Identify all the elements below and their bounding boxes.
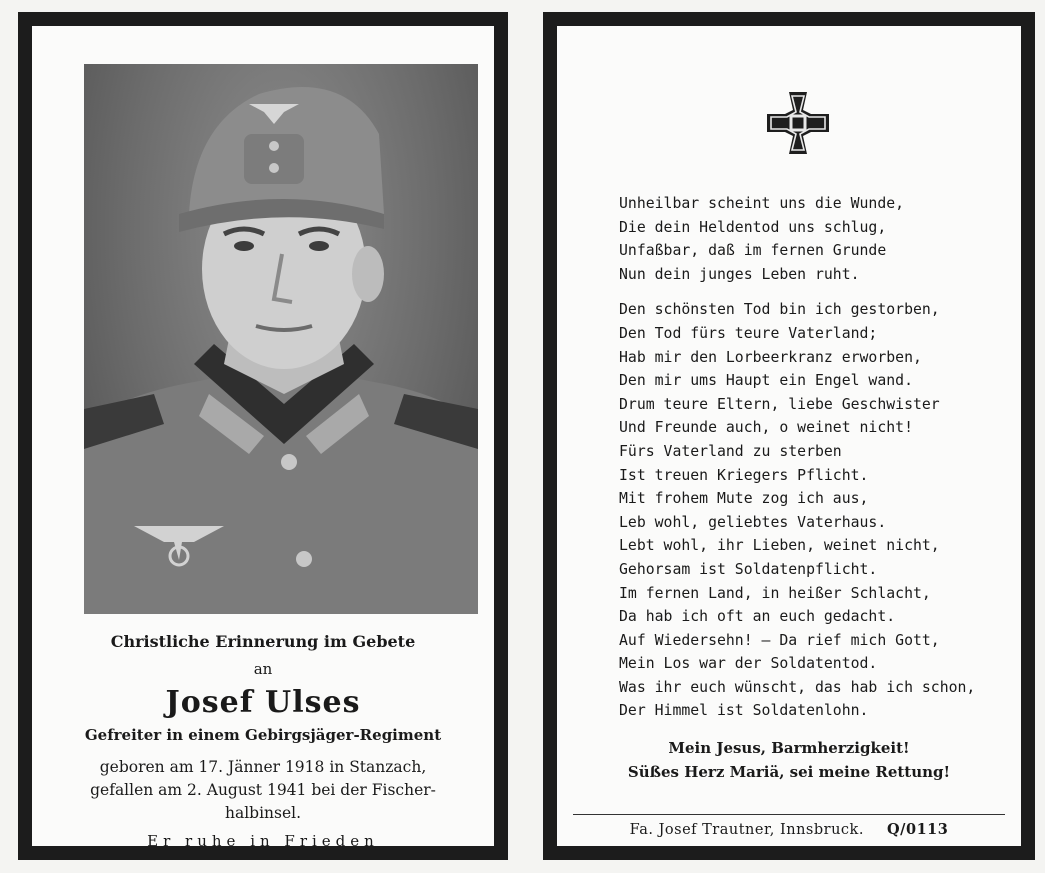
memorial-card-front — [18, 12, 508, 860]
print-code: Q/0113 — [887, 821, 949, 838]
poem-line: Ist treuen Kriegers Pflicht. — [619, 466, 869, 484]
poem-line: Leb wohl, geliebtes Vaterhaus. — [619, 513, 887, 531]
poem-line: Drum teure Eltern, liebe Geschwister — [619, 395, 940, 413]
portrait-illustration — [84, 64, 478, 614]
poem-line: Gehorsam ist Soldatenpflicht. — [619, 560, 878, 578]
memorial-poem — [619, 192, 1029, 723]
printer-footer — [573, 821, 1005, 838]
memorial-card-back — [543, 12, 1035, 860]
poem-line: Die dein Heldentod uns schlug, — [619, 218, 887, 236]
printer-name: Fa. Josef Trautner, Innsbruck. — [629, 822, 864, 838]
poem-line: Hab mir den Lorbeerkranz erworben, — [619, 348, 922, 366]
prayer-line-2: Süßes Herz Mariä, sei meine Rettung! — [627, 763, 951, 781]
life-dates — [52, 756, 474, 825]
fallen-line: gefallen am 2. August 1941 bei der Fischer- — [90, 781, 436, 799]
poem-line: Da hab ich oft an euch gedacht. — [619, 608, 896, 626]
poem-stanza-2 — [619, 298, 1029, 723]
poem-line: Was ihr euch wünscht, das hab ich schon, — [619, 678, 976, 696]
fallen-line-cont: halbinsel. — [224, 804, 302, 822]
prayer-block — [577, 736, 1001, 784]
footer-divider — [573, 814, 1005, 815]
poem-line: Unheilbar scheint uns die Wunde, — [619, 195, 905, 212]
prayer-line-1: Mein Jesus, Barmherzigkeit! — [668, 739, 910, 757]
poem-line: Der Himmel ist Soldatenlohn. — [619, 702, 869, 720]
poem-line: Im fernen Land, in heißer Schlacht, — [619, 584, 931, 602]
poem-line: Mit frohem Mute zog ich aus, — [619, 490, 869, 508]
soldier-portrait-photo — [84, 64, 478, 614]
poem-line: Auf Wiedersehn! — Da rief mich Gott, — [619, 631, 940, 649]
born-line: geboren am 17. Jänner 1918 in Stanzach, — [99, 758, 427, 776]
deceased-name: Josef Ulses — [165, 685, 361, 720]
rest-in-peace: Er ruhe in Frieden — [147, 832, 379, 850]
memorial-heading: Christliche Erinnerung im Gebete — [110, 632, 416, 651]
an-line: an — [253, 660, 273, 678]
poem-line: Den schönsten Tod bin ich gestorben, — [619, 301, 940, 319]
poem-line: Unfaßbar, daß im fernen Grunde — [619, 242, 887, 260]
poem-line: Den mir ums Haupt ein Engel wand. — [619, 372, 913, 390]
iron-cross-icon — [765, 90, 831, 156]
poem-line: Lebt wohl, ihr Lieben, weinet nicht, — [619, 537, 940, 555]
poem-line: Fürs Vaterland zu sterben — [619, 442, 842, 460]
poem-line: Mein Los war der Soldatentod. — [619, 655, 878, 673]
rank-line: Gefreiter in einem Gebirgsjäger-Regiment — [84, 726, 442, 744]
poem-line: Nun dein junges Leben ruht. — [619, 265, 860, 283]
poem-line: Den Tod fürs teure Vaterland; — [619, 324, 878, 342]
poem-line: Und Freunde auch, o weinet nicht! — [619, 419, 913, 437]
poem-stanza-1 — [619, 192, 1029, 286]
